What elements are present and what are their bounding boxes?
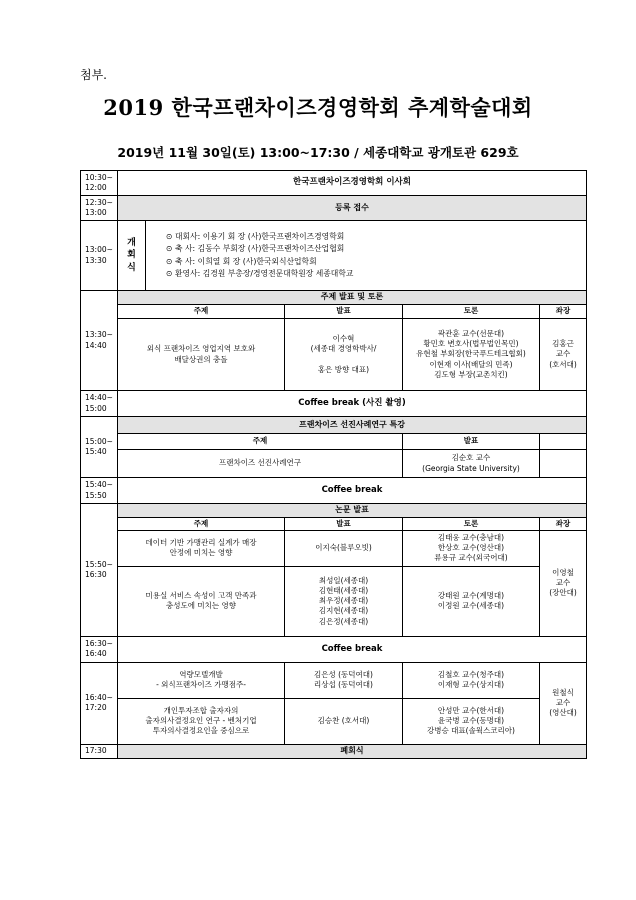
session1-content — [81, 319, 587, 391]
opening-line: ⊙ 대회사: 이용기 회 장 (사)한국프랜차이즈경영학회 — [166, 231, 345, 241]
time-slot: 16:40~ 17:20 — [81, 662, 118, 744]
schedule-table — [80, 170, 587, 759]
paper-row — [81, 530, 587, 566]
col-topic: 주제 — [118, 517, 285, 530]
session1-topic: 외식 프랜차이즈 영업지역 보호와 배달상권의 충돌 — [118, 319, 285, 391]
paper-discussants: 강태원 교수(계명대) 이정원 교수(세종대) — [403, 566, 540, 636]
break1: Coffee break (사진 촬영) — [118, 391, 587, 417]
col-presenter: 발표 — [403, 434, 540, 450]
paper-discussants: 김철호 교수(청주대) 이재형 교수(상지대) — [403, 662, 540, 698]
col-discussant: 토론 — [403, 305, 540, 319]
opening-line: ⊙ 축 사: 김동수 부회장 (사)한국프랜차이즈산업협회 — [166, 244, 345, 254]
opening-line: ⊙ 축 사: 이희열 회 장 (사)한국외식산업학회 — [166, 256, 317, 266]
time-slot: 15:40~ 15:50 — [81, 478, 118, 504]
session1-chair: 김홍근 교수 (호서대) — [540, 319, 587, 391]
paper-topic: 데이터 기반 가맹관리 실계가 매장 안정에 미치는 영향 — [118, 530, 285, 566]
time-slot: 17:30 — [81, 744, 118, 758]
attachment-label: 첨부. — [80, 68, 107, 82]
opening-speakers — [146, 221, 587, 291]
closing: 폐회식 — [118, 744, 587, 758]
time-slot: 12:30~ 13:00 — [81, 196, 118, 221]
special-heading: 프랜차이즈 선진사례연구 특강 — [118, 417, 587, 434]
break2: Coffee break — [118, 478, 587, 504]
session1-heading: 주제 발표 및 토론 — [118, 291, 587, 305]
paper-row — [81, 566, 587, 636]
paper-presenter: 김승찬 (호서대) — [285, 698, 403, 744]
special-cols — [81, 434, 587, 450]
paper-presenter: 김은성 (동덕여대) 리상섭 (동덕여대) — [285, 662, 403, 698]
special-content — [81, 450, 587, 478]
session1-cols — [81, 305, 587, 319]
paper-discussants: 김태웅 교수(충남대) 한상호 교수(영산대) 류용규 교수(외국어대) — [403, 530, 540, 566]
papers-heading: 논문 발표 — [118, 504, 587, 518]
paper-row — [81, 698, 587, 744]
time-slot: 16:30~ 16:40 — [81, 636, 118, 662]
empty-cell — [540, 434, 587, 450]
papers2-chair: 원철식 교수 (영산대) — [540, 662, 587, 744]
break3: Coffee break — [118, 636, 587, 662]
session1-discussants: 곽관훈 교수(선문대) 황민호 변호사(법무법인목민) 유현철 부회장(한국푸드테크협회) 이현재 이사(배달의 민족) 김도형 부장(교촌치킨) — [403, 319, 540, 391]
opening-label: 개 회 식 — [118, 221, 146, 291]
papers-heading-row — [81, 504, 587, 518]
col-chair: 좌장 — [540, 305, 587, 319]
opening-line: ⊙ 환영사: 김경원 부총장/경영전문대학원장 세종대학교 — [166, 268, 354, 278]
time-slot: 10:30~ 12:00 — [81, 171, 118, 196]
special-topic: 프랜차이즈 선진사례연구 — [118, 450, 403, 478]
closing-row — [81, 744, 587, 758]
board-meeting: 한국프랜차이즈경영학회 이사회 — [118, 171, 587, 196]
col-presenter: 발표 — [285, 517, 403, 530]
time-slot: 13:30~ 14:40 — [81, 291, 118, 391]
session1-heading-row — [81, 291, 587, 305]
col-topic: 주제 — [118, 434, 403, 450]
break1-row — [81, 391, 587, 417]
paper-presenter: 이지숙(블루오빗) — [285, 530, 403, 566]
paper-topic: 미용실 서비스 속성이 고객 만족과 충성도에 미치는 영향 — [118, 566, 285, 636]
session1-presenter: 이수혁 (세종대 경영학박사/ 홍은 방향 대표) — [285, 319, 403, 391]
col-presenter: 발표 — [285, 305, 403, 319]
opening-row — [81, 221, 587, 291]
page-title: 2019 한국프랜차이즈경영학회 추계학술대회 — [103, 95, 533, 120]
paper-row — [81, 662, 587, 698]
paper-discussants: 안성만 교수(한서대) 윤국병 교수(동명대) 강병승 대표(솔웍스코리아) — [403, 698, 540, 744]
empty-cell — [540, 450, 587, 478]
paper-presenter: 최성일(세종대) 김현태(세종대) 최우정(세종대) 김지현(세종대) 김은정(세종대) — [285, 566, 403, 636]
papers-cols — [81, 517, 587, 530]
special-heading-row — [81, 417, 587, 434]
time-slot: 13:00~ 13:30 — [81, 221, 118, 291]
break3-row — [81, 636, 587, 662]
time-slot: 15:50~ 16:30 — [81, 504, 118, 637]
col-topic: 주제 — [118, 305, 285, 319]
time-slot: 14:40~ 15:00 — [81, 391, 118, 417]
registration-row — [81, 196, 587, 221]
papers-chair: 이영철 교수 (장안대) — [540, 530, 587, 636]
registration: 등록 접수 — [118, 196, 587, 221]
col-discussant: 토론 — [403, 517, 540, 530]
event-subtitle: 2019년 11월 30일(토) 13:00~17:30 / 세종대학교 광개토관 629호 — [117, 145, 519, 160]
time-slot: 15:00~ 15:40 — [81, 417, 118, 478]
special-presenter: 김순호 교수 (Georgia State University) — [403, 450, 540, 478]
paper-topic: 개인투자조합 출자자의 출자의사결정요인 연구 - 벤처기업 투자의사결정요인을 중심으로 — [118, 698, 285, 744]
col-chair: 좌장 — [540, 517, 587, 530]
break2-row — [81, 478, 587, 504]
board-row — [81, 171, 587, 196]
paper-topic: 역량모델개발 - 외식프랜차이즈 가맹점주- — [118, 662, 285, 698]
